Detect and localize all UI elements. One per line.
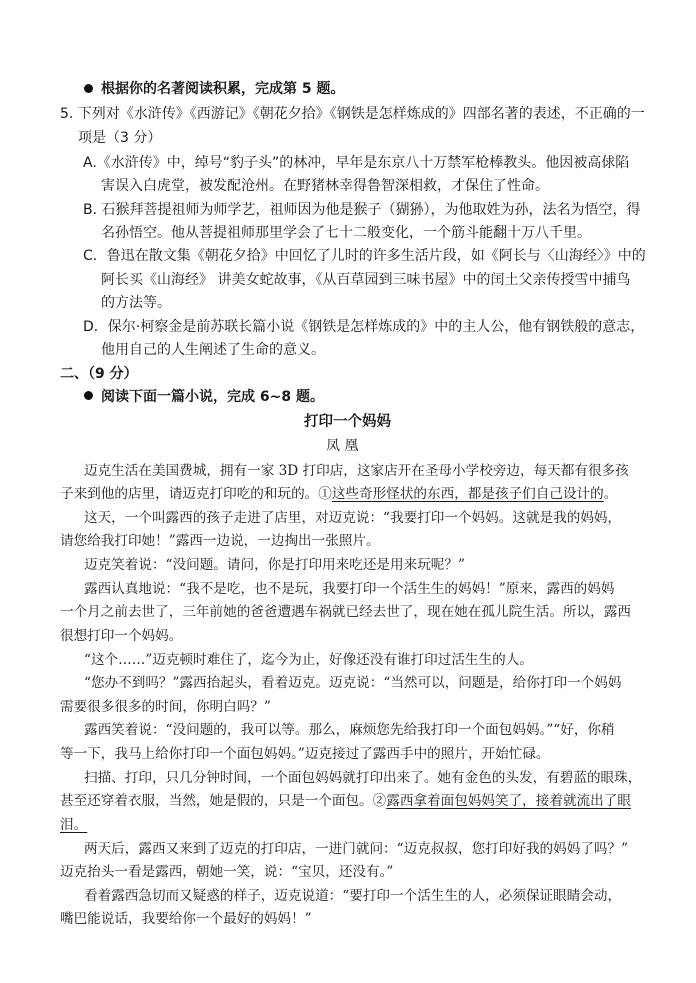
section2-instruction: 阅读下面一篇小说，完成 6~8 题。 — [101, 389, 324, 405]
story-author: 凤 凰 — [326, 438, 359, 454]
story-text: 子来到他的店里，请迈克打印吃的和玩的。① — [60, 486, 332, 502]
story-paragraph-line: 请您给我打印她！”露西一边说，一边掏出一张照片。 — [60, 533, 380, 549]
section2-heading: 二、（9 分） — [60, 366, 138, 382]
q5-option-a-line1: A.《水浒传》中，绰号“豹子头”的林冲，早年是东京八十万禁军枪棒教头。他因被高俅陷 — [83, 155, 630, 171]
story-text: 甚至还穿着衣服，当然，她是假的，只是一个面包。② — [60, 793, 387, 809]
story-paragraph-line: 这天，一个叫露西的孩子走进了店里，对迈克说：“我要打印一个妈妈。这就是我的妈妈， — [84, 510, 622, 526]
story-paragraph-line: 露西笑着说：“没问题的，我可以等。那么，麻烦您先给我打印一个面包妈妈。”“好，你稍 — [84, 722, 615, 738]
story-paragraph-line: 扫描、打印，只几分钟时间，一个面包妈妈就打印出来了。她有金色的头发，有碧蓝的眼珠， — [84, 770, 642, 786]
underlined-sentence-1: 这些奇形怪状的东西，都是孩子们自己设计的 — [331, 486, 604, 502]
story-paragraph-line: 两天后，露西又来到了迈克的打印店，一进门就问：“迈克叔叔，您打印好我的妈妈了吗？” — [84, 841, 629, 857]
story-text: 。 — [603, 486, 618, 502]
story-paragraph-line: “您办不到吗？”露西抬起头，看着迈克。迈克说：“当然可以，问题是，给你打印一个妈妈 — [84, 675, 622, 691]
story-paragraph-line: 嘴巴能说话，我要给你一个最好的妈妈！” — [60, 911, 312, 927]
story-title: 打印一个妈妈 — [304, 414, 391, 430]
story-paragraph-line: 迈克笑着说：“没问题。请问，你是打印用来吃还是用来玩呢？” — [84, 557, 465, 573]
q5-option-b-line1: B. 石猴拜菩提祖师为师学艺，祖师因为他是猴子（猢狲），为他取姓为孙，法名为悟空，得 — [83, 202, 641, 218]
story-paragraph-line: 一个月之前去世了，三年前她的爸爸遭遇车祸就已经去世了，现在她在孤儿院生活。所以，露西 — [60, 604, 631, 620]
bullet-icon — [84, 84, 93, 93]
story-paragraph-line: 露西认真地说：“我不是吃，也不是玩，我要打印一个活生生的妈妈！”原来，露西的妈妈 — [84, 581, 615, 597]
story-paragraph-line: 需要很多很多的时间，你明白吗？” — [60, 699, 271, 715]
q5-stem-line1: 5. 下列对《水浒传》《西游记》《朝花夕拾》《钢铁是怎样炼成的》四部名著的表述，不正确的一 — [60, 106, 645, 122]
q5-option-c-line1: C．鲁迅在散文集《朝花夕拾》中回忆了儿时的许多生活片段，如《阿长与〈山海经〉》中的 — [83, 248, 646, 264]
story-paragraph-line: 迈克生活在美国费城，拥有一家 3D 打印店，这家店开在圣母小学校旁边，每天都有很多孩 — [84, 463, 629, 479]
q5-option-a-line2: 害误入白虎堂，被发配沧州。在野猪林幸得鲁智深相救，才保住了性命。 — [101, 178, 549, 194]
q5-option-c-line2: 阿长买《山海经》 讲美女蛇故事，《从百草园到三味书屋》中的闰土父亲传授雪中捕鸟 — [101, 272, 631, 288]
story-paragraph-line — [60, 789, 631, 809]
underlined-sentence-2: 露西拿着面包妈妈笑了，接着就流出了眼 — [386, 793, 631, 809]
q5-option-d-line2: 他用自己的人生阐述了生命的意义。 — [101, 342, 325, 358]
underlined-sentence-2-end: 泪。 — [60, 817, 88, 833]
bullet-icon — [84, 391, 93, 400]
story-paragraph-line — [60, 813, 87, 833]
q5-stem-line2: 项是（3 分） — [78, 130, 162, 146]
q5-option-b-line2: 名孙悟空。他从菩提祖师那里学会了七十二般变化，一个筋斗能翻十万八千里。 — [101, 225, 591, 241]
story-paragraph-line: 迈克抬头一看是露西，朝她一笑，说：“宝贝，还没有。” — [60, 864, 394, 880]
story-paragraph-line: 等一下，我马上给你打印一个面包妈妈。”迈克接过了露西手中的照片，开始忙碌。 — [60, 746, 550, 762]
story-paragraph-line: 看着露西急切而又疑惑的样子，迈克说道：“要打印一个活生生的人，必须保证眼睛会动， — [84, 888, 622, 904]
story-paragraph-line: “这个……”迈克顿时难住了，迄今为止，好像还没有谁打印过活生生的人。 — [84, 652, 533, 668]
story-paragraph-line — [60, 482, 617, 502]
section1-instruction: 根据你的名著阅读积累，完成第 5 题。 — [101, 81, 345, 97]
q5-option-c-line3: 的方法等。 — [101, 295, 171, 311]
q5-option-d-line1: D．保尔·柯察金是前苏联长篇小说《钢铁是怎样炼成的》中的主人公，他有钢铁般的意志， — [83, 319, 645, 335]
story-paragraph-line: 很想打印一个妈妈。 — [60, 628, 183, 644]
